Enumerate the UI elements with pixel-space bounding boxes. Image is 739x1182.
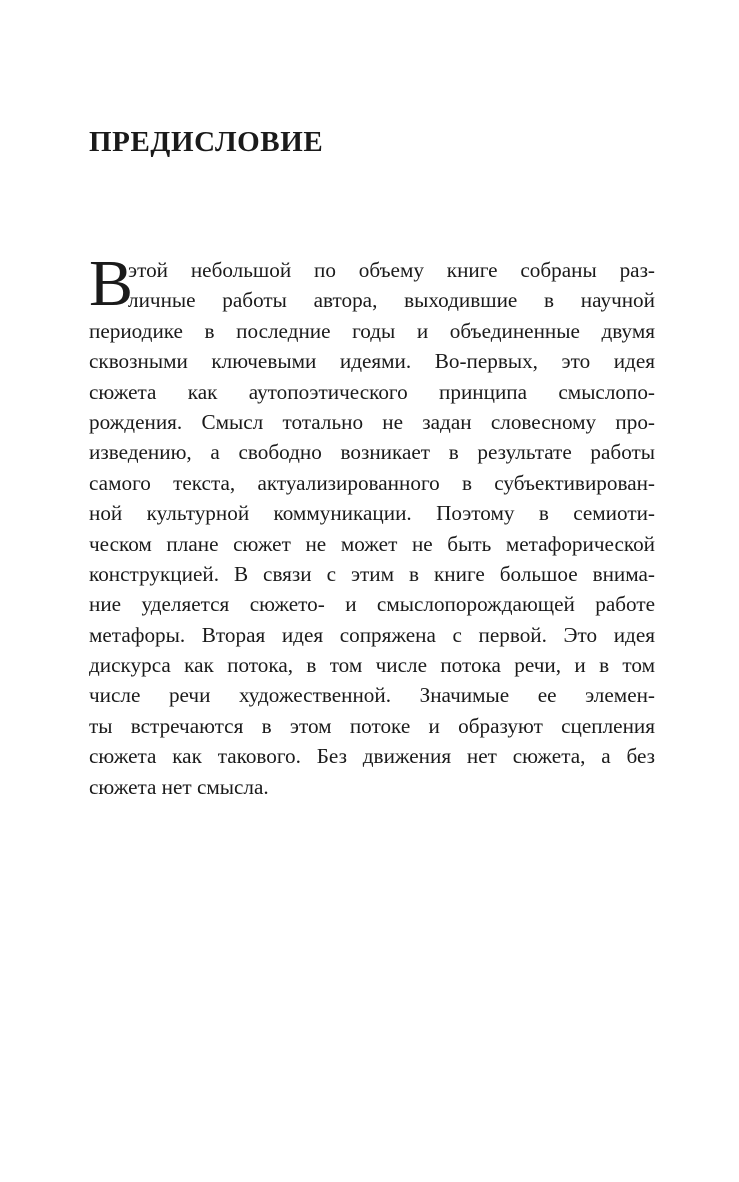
- text-line: метафоры. Вторая идея сопряжена с первой. Это идея: [89, 622, 655, 647]
- text-line: ной культурной коммуникации. Поэтому в семиоти-: [89, 501, 655, 526]
- text-line: этой небольшой по объему книге собраны раз-: [128, 258, 655, 282]
- text-line: сюжета как аутопоэтического принципа смыслопо-: [89, 379, 655, 404]
- text-line: сюжета как такового. Без движения нет сюжета, а без: [89, 744, 655, 769]
- text-line: сквозными ключевыми идеями. Во-первых, это идея: [89, 349, 655, 374]
- text-line: дискурса как потока, в том числе потока речи, и в том: [89, 653, 655, 678]
- page-title: ПРЕДИСЛОВИЕ: [89, 126, 324, 158]
- text-line: рождения. Смысл тотально не задан словесному про-: [89, 409, 655, 434]
- drop-cap: В: [89, 247, 134, 320]
- text-line: личные работы автора, выходившие в научной: [128, 288, 655, 313]
- text-line: конструкцией. В связи с этим в книге большое внима-: [89, 561, 655, 586]
- text-line: изведению, а свободно возникает в результате работы: [89, 440, 655, 465]
- text-line: самого текста, актуализированного в субъективирован-: [89, 470, 655, 495]
- text-line: числе речи художественной. Значимые ее элемен-: [89, 683, 655, 708]
- text-line: ческом плане сюжет не может не быть метафорической: [89, 531, 655, 556]
- preface-text: [89, 247, 655, 802]
- text-line: периодике в последние годы и объединенные двумя: [89, 318, 655, 343]
- text-line: ты встречаются в этом потоке и образуют сцепления: [89, 713, 655, 738]
- text-line: ние уделяется сюжето- и смыслопорождающей работе: [89, 592, 655, 617]
- text-line: сюжета нет смысла.: [89, 774, 269, 799]
